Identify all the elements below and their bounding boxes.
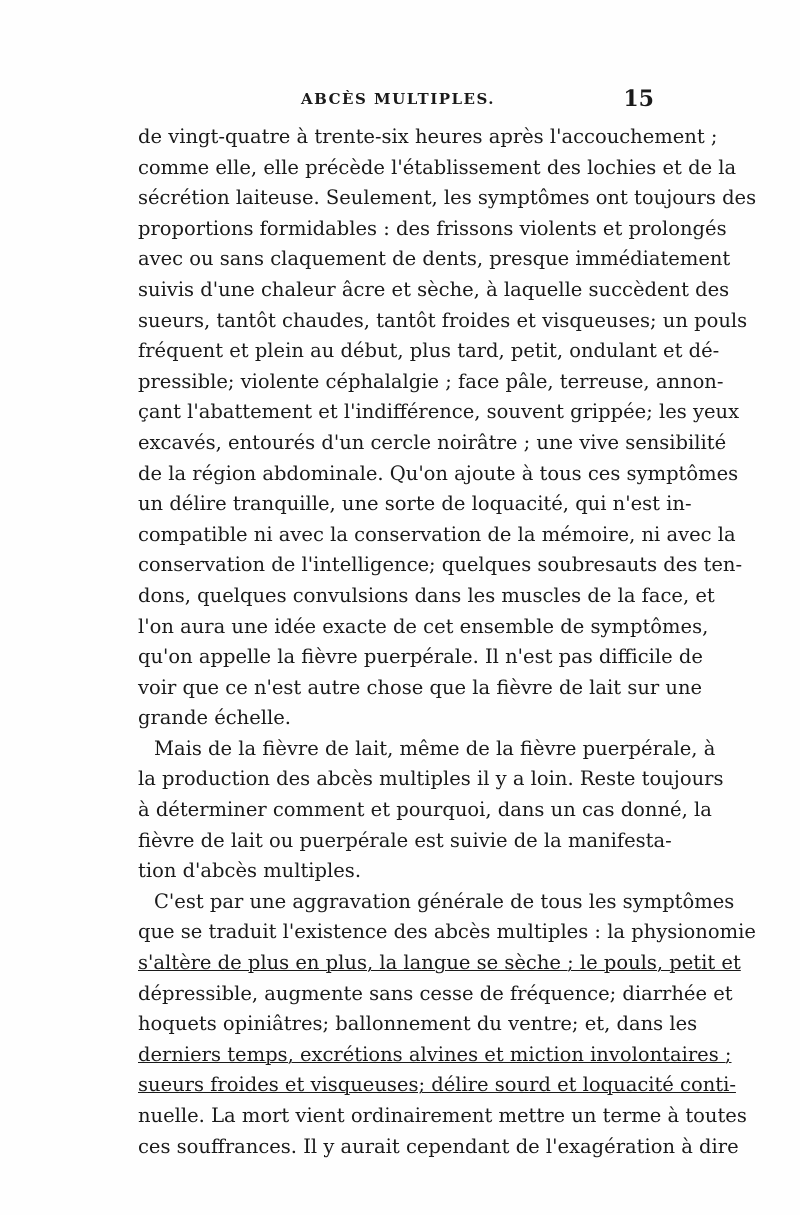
text-line: conservation de l'intelligence; quelques soubresauts des ten-	[138, 553, 743, 577]
text-line: pressible; violente céphalalgie ; face pâle, terreuse, annon-	[138, 369, 724, 393]
text-line: comme elle, elle précède l'établissement des lochies et de la	[138, 155, 737, 179]
page-number: 15	[623, 86, 654, 112]
text-line: ces souffrances. Il y aurait cependant de l'exagération à dire	[138, 1134, 739, 1158]
text-line: fièvre de lait ou puerpérale est suivie de la manifesta-	[138, 828, 672, 852]
running-title: ABCÈS MULTIPLES.	[301, 90, 495, 108]
text-line: suivis d'une chaleur âcre et sèche, à laquelle succèdent des	[138, 277, 730, 301]
text-line: hoquets opiniâtres; ballonnement du ventre; et, dans les	[138, 1012, 698, 1036]
text-line: grande échelle.	[138, 706, 291, 730]
text-line: sécrétion laiteuse. Seulement, les symptômes ont toujours des	[138, 186, 757, 210]
text-line: Mais de la fièvre de lait, même de la fièvre puerpérale, à	[154, 736, 716, 760]
text-block	[138, 122, 757, 1162]
text-line: nuelle. La mort vient ordinairement mettre un terme à toutes	[138, 1104, 747, 1127]
text-line: de la région abdominale. Qu'on ajoute à tous ces symptômes	[138, 461, 739, 485]
text-line: tion d'abcès multiples.	[138, 859, 362, 883]
running-head	[138, 86, 658, 116]
text-line: fréquent et plein au début, plus tard, petit, ondulant et dé-	[138, 339, 720, 363]
text-line: de vingt-quatre à trente-six heures après l'accouchement ;	[138, 125, 718, 148]
text-line: excavés, entourés d'un cercle noirâtre ; une vive sensibilité	[138, 430, 727, 454]
text-line: sueurs, tantôt chaudes, tantôt froides et visqueuses; un pouls	[138, 308, 748, 332]
text-line: l'on aura une idée exacte de cet ensemble de symptômes,	[138, 614, 709, 638]
text-line: proportions formidables : des frissons violents et prolongés	[138, 216, 727, 240]
text-line: sueurs froides et visqueuses; délire sourd et loquacité conti-	[138, 1073, 736, 1097]
text-line: dépressible, augmente sans cesse de fréquence; diarrhée et	[138, 981, 733, 1005]
text-line: compatible ni avec la conservation de la mémoire, ni avec la	[138, 522, 736, 546]
text-line: s'altère de plus en plus, la langue se sèche ; le pouls, petit et	[138, 951, 741, 975]
text-line: à déterminer comment et pourquoi, dans un cas donné, la	[138, 798, 712, 822]
text-line: que se traduit l'existence des abcès multiples : la physionomie	[138, 920, 756, 944]
text-line: çant l'abattement et l'indifférence, souvent grippée; les yeux	[138, 400, 740, 424]
text-line: la production des abcès multiples il y a loin. Reste toujours	[138, 767, 724, 791]
text-line: dons, quelques convulsions dans les muscles de la face, et	[138, 583, 715, 607]
text-line: voir que ce n'est autre chose que la fièvre de lait sur une	[138, 675, 703, 699]
text-line: avec ou sans claquement de dents, presque immédiatement	[138, 247, 731, 271]
text-line: un délire tranquille, une sorte de loquacité, qui n'est in-	[138, 492, 692, 516]
text-line: C'est par une aggravation générale de tous les symptômes	[154, 889, 735, 913]
text-line: qu'on appelle la fièvre puerpérale. Il n'est pas difficile de	[138, 645, 703, 669]
text-line: derniers temps, excrétions alvines et miction involontaires ;	[138, 1042, 732, 1066]
